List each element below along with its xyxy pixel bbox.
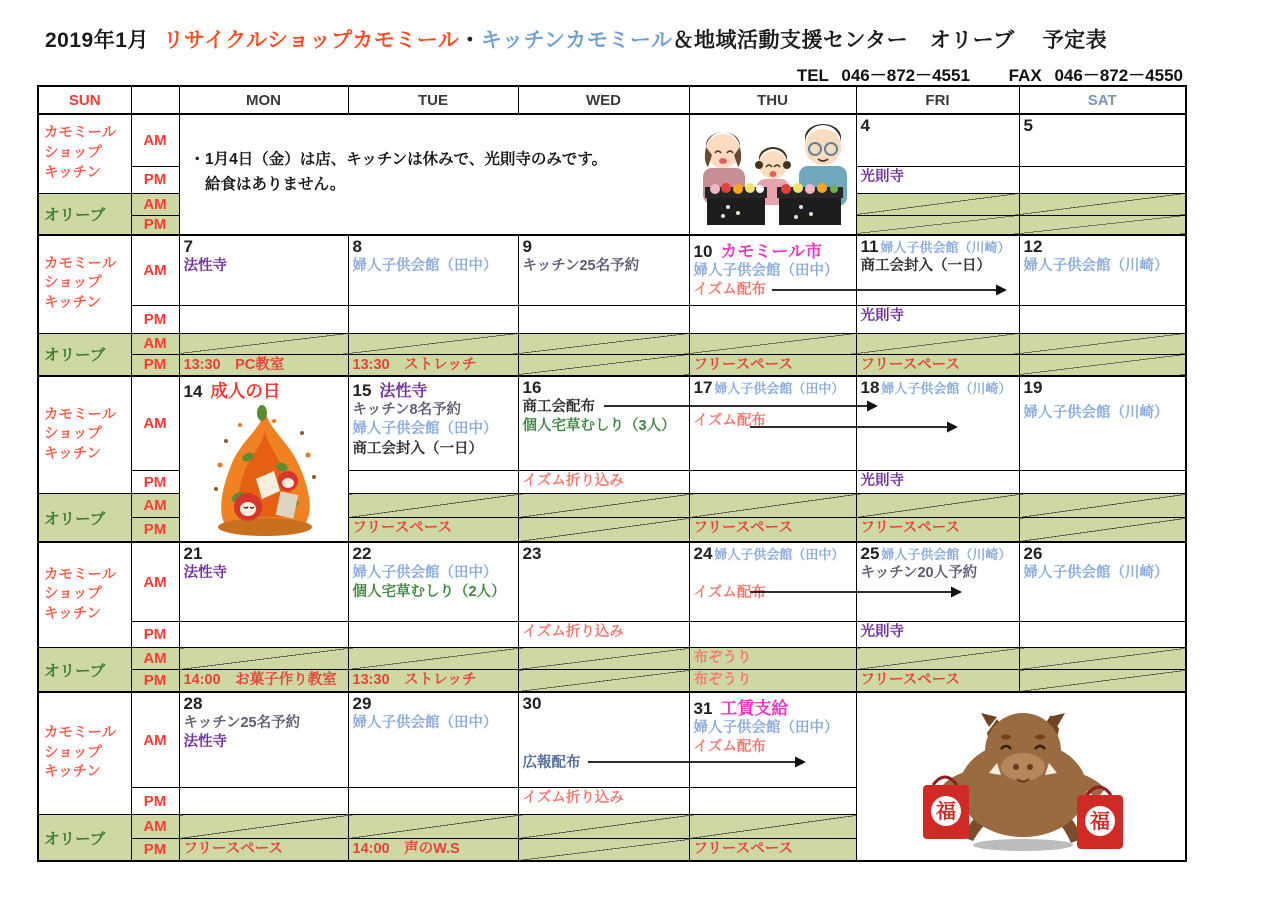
day-cell-jan4-am [856,114,1019,166]
event-text: イズム配布 [693,282,766,299]
event-text: 婦人子供会館（田中） [352,421,498,438]
day-cell-jan22-am [348,542,518,622]
day-suffix: 婦人子供会館（川崎） [880,240,1011,255]
day-cell-jan26-am [1019,542,1186,622]
day-cell-jan29-pm [348,788,518,815]
event-text: フリースペース [860,672,960,689]
pm-label: PM [131,788,179,815]
day-cell-jan29-am [348,692,518,788]
header-blank [131,86,179,114]
title-kitchen-name: キッチンカモミール [480,29,673,52]
day-suffix: カモミール市 [720,242,823,261]
day-suffix: 工賃支給 [720,698,789,718]
event-text: 布ぞうり [693,672,752,689]
am-label: AM [131,376,179,471]
pm-label: PM [131,622,179,648]
event-text: フリースペース [693,356,793,373]
day-cell-jan11-am [856,235,1019,305]
olive-am-jan11-crossed [856,333,1019,354]
am-label: AM [131,235,179,305]
am-label: AM [131,815,179,839]
day-cell-jan19-pm [1019,471,1186,494]
olive-am-jan7-crossed [179,333,348,354]
row-label-chamomile: カモミール ショップ キッチン [38,235,131,333]
day-cell-jan26-pm [1019,622,1186,648]
header-fri: FRI [856,86,1019,114]
day-suffix: 婦人子供会館（川崎） [881,380,1012,396]
day-number: 11 [860,237,879,256]
day-number: 12 [1023,237,1043,256]
event-text: 光則寺 [860,624,904,641]
header-mon: MON [179,86,348,114]
event-text: イズム配布 [693,584,766,601]
day-cell-jan8-am [348,235,518,305]
olive-am-jan9-crossed [518,333,689,354]
event-text: フリースペース [860,520,960,537]
event-text: 光則寺 [860,168,904,185]
header-sat: SAT [1019,86,1186,114]
olive-am-jan25-crossed [856,648,1019,670]
am-label: AM [131,494,179,518]
day-number: 4 [860,116,870,135]
title-suffix: 予定表 [1042,29,1108,52]
event-text: 14:00 声のW.S [352,841,460,858]
day-cell-jan28-pm [179,788,348,815]
day-cell-jan9-pm [518,305,689,333]
day-cell-jan23-am [518,542,689,622]
day-cell-jan15-am [348,376,518,471]
header-sun: SUN [38,86,131,114]
day-cell-jan21-pm [179,622,348,648]
day-cell-jan10-pm [689,305,856,333]
day-cell-jan10-am [689,235,856,305]
event-text: イズム折り込み [522,624,624,641]
day-cell-jan12-pm [1019,305,1186,333]
olive-pm-jan31 [689,839,856,861]
olive-am-jan30-crossed [518,815,689,839]
olive-pm-jan7 [179,354,348,376]
title-center-name: ＆地域活動支援センター オリーブ [672,29,1015,52]
day-cell-jan30-pm [518,788,689,815]
day-cell-jan18-pm [856,471,1019,494]
olive-pm-jan4-crossed [856,215,1019,235]
event-text: イズム折り込み [522,473,624,490]
day-cell-jan17-am [689,376,856,471]
row-label-olive: オリーブ [38,193,131,235]
event-text: 個人宅草むしり（3人） [522,418,676,435]
page-title [45,24,1107,54]
day-cell-jan9-am [518,235,689,305]
olive-am-jan29-crossed [348,815,518,839]
day-cell-jan31-pm [689,788,856,815]
day-number: 26 [1023,543,1043,563]
olive-pm-jan15 [348,518,518,542]
am-label: AM [131,193,179,215]
event-text: イズム配布 [693,412,766,429]
olive-pm-jan5-crossed [1019,215,1186,235]
event-text: フリースペース [860,356,960,373]
day-cell-jan5-pm [1019,166,1186,193]
day-cell-jan7-am [179,235,348,305]
event-text: キッチン25名予約 [522,258,640,274]
olive-am-jan28-crossed [179,815,348,839]
schedule-calendar [37,85,1187,862]
event-text: 法性寺 [183,564,227,581]
day-number: 7 [183,237,193,256]
olive-am-jan5-crossed [1019,193,1186,215]
day-cell-jan18-am [856,376,1019,471]
event-text: 商工会封入（一日） [352,440,483,457]
event-text: 婦人子供会館（田中） [693,263,839,279]
title-separator: ・ [459,29,481,52]
olive-pm-jan28 [179,839,348,861]
day-number: 16 [522,377,542,397]
olive-pm-jan26-crossed [1019,670,1186,692]
event-text: 婦人子供会館（田中） [693,719,839,736]
day-number: 30 [522,693,542,713]
olive-am-jan19-crossed [1019,494,1186,518]
olive-pm-jan21 [179,670,348,692]
olive-am-jan26-crossed [1019,648,1186,670]
olive-am-jan10-crossed [689,333,856,354]
day-number: 21 [183,543,203,563]
pm-label: PM [131,166,179,193]
day-suffix: 婦人子供会館（川崎） [881,546,1012,562]
olive-pm-jan22 [348,670,518,692]
pm-label: PM [131,354,179,376]
day-cell-jan22-pm [348,622,518,648]
olive-pm-jan12-crossed [1019,354,1186,376]
row-label-olive: オリーブ [38,494,131,542]
day-number: 9 [522,237,532,256]
day-number: 25 [860,543,880,563]
day-number: 15 [352,380,372,400]
row-label-chamomile: カモミール ショップ キッチン [38,114,131,193]
olive-am-jan17-crossed [689,494,856,518]
day-cell-jan23-pm [518,622,689,648]
day-cell-jan30-am [518,692,689,788]
boar-cell [856,692,1186,861]
day-number: 10 [693,242,713,261]
svg-text:福: 福 [1089,810,1110,833]
day-cell-jan16-am [518,376,689,471]
header-tue: TUE [348,86,518,114]
day-cell-jan4-pm [856,166,1019,193]
tel-number: 046－872－4551 [841,66,970,85]
fax-number: 046－872－4550 [1054,66,1183,85]
event-text: キッチン20人予約 [860,564,978,581]
day-cell-jan28-am [179,692,348,788]
pm-label: PM [131,471,179,494]
day-number: 31 [693,698,713,718]
event-text: 商工会封入（一日） [860,258,991,274]
olive-am-jan4-crossed [856,193,1019,215]
olive-pm-jan19-crossed [1019,518,1186,542]
note-line: ・1月4日（金）は店、キッチンは休みで、光則寺のみです。 [189,150,608,168]
day-suffix: 婦人子供会館（田中） [714,380,845,396]
title-month: 2019年1月 [45,29,149,52]
event-text: 光則寺 [860,307,904,324]
event-text: 婦人子供会館（川崎） [1023,404,1169,421]
olive-pm-jan24 [689,670,856,692]
note-line: 給食はありません。 [189,175,346,193]
event-text: 商工会配布 [522,398,595,415]
am-label: AM [131,542,179,622]
olive-pm-jan10 [689,354,856,376]
olive-am-jan23-crossed [518,648,689,670]
event-text: 婦人子供会館（川崎） [1023,564,1169,581]
day-number: 29 [352,693,372,713]
event-text: 法性寺 [183,734,227,751]
day-cell-jan17-pm [689,471,856,494]
olive-am-jan12-crossed [1019,333,1186,354]
day-number: 24 [693,543,713,563]
event-text: フリースペース [183,841,283,858]
day-cell-jan24-pm [689,622,856,648]
event-text: 法性寺 [183,258,227,274]
day-number: 8 [352,237,362,256]
olive-pm-jan30-crossed [518,839,689,861]
olive-am-jan16-crossed [518,494,689,518]
olive-am-jan8-crossed [348,333,518,354]
olive-pm-jan23-crossed [518,670,689,692]
day-cell-jan8-pm [348,305,518,333]
new-year-bonfire-illustration [204,405,326,541]
weekday-header-row [38,86,1186,114]
day-number: 19 [1023,377,1043,397]
pm-label: PM [131,215,179,235]
olive-am-jan21-crossed [179,648,348,670]
svg-text:福: 福 [935,800,956,823]
olive-pm-jan25 [856,670,1019,692]
am-label: AM [131,692,179,788]
day-cell-jan7-pm [179,305,348,333]
family-osechi-illustration [693,115,853,229]
olive-pm-jan29 [348,839,518,861]
row-label-olive: オリーブ [38,815,131,861]
day-cell-jan14-holiday [179,376,348,542]
event-text: キッチン25名予約 [183,714,301,731]
olive-am-jan22-crossed [348,648,518,670]
day-cell-jan21-am [179,542,348,622]
day-cell-jan25-am [856,542,1019,622]
event-text: フリースペース [693,520,793,537]
row-label-olive: オリーブ [38,333,131,376]
day-cell-jan19-am [1019,376,1186,471]
header-thu: THU [689,86,856,114]
day-cell-jan5-am [1019,114,1186,166]
event-text: イズム折り込み [522,790,624,807]
event-text: 13:30 PC教室 [183,356,285,373]
olive-pm-jan16-crossed [518,518,689,542]
am-label: AM [131,648,179,670]
event-text: 布ぞうり [693,650,752,667]
fax-label: FAX [1008,66,1042,85]
olive-pm-jan17 [689,518,856,542]
day-number: 17 [693,377,713,397]
row-label-chamomile: カモミール ショップ キッチン [38,542,131,648]
day-cell-jan24-am [689,542,856,622]
olive-am-jan18-crossed [856,494,1019,518]
olive-pm-jan18 [856,518,1019,542]
event-text: フリースペース [352,520,452,537]
day-number: 28 [183,693,203,713]
am-label: AM [131,114,179,166]
event-text: 13:30 ストレッチ [352,672,477,689]
event-text: 婦人子供会館（田中） [352,258,498,274]
day-number: 22 [352,543,372,563]
olive-am-jan24 [689,648,856,670]
row-label-chamomile: カモミール ショップ キッチン [38,376,131,494]
olive-pm-jan8 [348,354,518,376]
tel-label: TEL [796,66,829,85]
day-number: 14 [183,381,203,401]
day-cell-jan12-am [1019,235,1186,305]
olive-am-jan31-crossed [689,815,856,839]
event-text: 婦人子供会館（川崎） [1023,258,1169,274]
event-text: 13:30 ストレッチ [352,356,477,373]
row-label-chamomile: カモミール ショップ キッチン [38,692,131,815]
header-wed: WED [518,86,689,114]
olive-pm-jan11 [856,354,1019,376]
event-text: 婦人子供会館（田中） [352,714,498,731]
event-text: 婦人子供会館（田中） [352,564,498,581]
olive-am-jan15-crossed [348,494,518,518]
day-number: 23 [522,543,542,563]
day-cell-jan15-pm [348,471,518,494]
event-text: フリースペース [693,841,793,858]
event-text: キッチン8名予約 [352,401,462,418]
pm-label: PM [131,518,179,542]
note-cell [179,114,689,235]
day-suffix: 婦人子供会館（田中） [714,546,845,562]
event-text: 個人宅草むしり（2人） [352,584,506,601]
pm-label: PM [131,305,179,333]
day-number: 18 [860,377,880,397]
day-cell-jan16-pm [518,471,689,494]
event-text: 広報配布 [522,754,581,771]
event-text: 14:00 お菓子作り教室 [183,672,337,689]
pm-label: PM [131,839,179,861]
boar-fuku-bags-illustration [871,693,1171,855]
pm-label: PM [131,670,179,692]
day-number: 5 [1023,116,1033,135]
day-cell-jan25-pm [856,622,1019,648]
event-text: 光則寺 [860,473,904,490]
am-label: AM [131,333,179,354]
title-shop-name: リサイクルショップカモミール [162,29,460,52]
day-cell-jan3-illustration [689,114,856,235]
day-cell-jan31-am [689,692,856,788]
day-suffix: 成人の日 [210,380,281,401]
event-text: イズム配布 [693,739,766,756]
day-suffix: 法性寺 [379,382,428,400]
olive-pm-jan9-crossed [518,354,689,376]
row-label-olive: オリーブ [38,648,131,692]
day-cell-jan11-pm [856,305,1019,333]
contact-line [789,61,1183,86]
